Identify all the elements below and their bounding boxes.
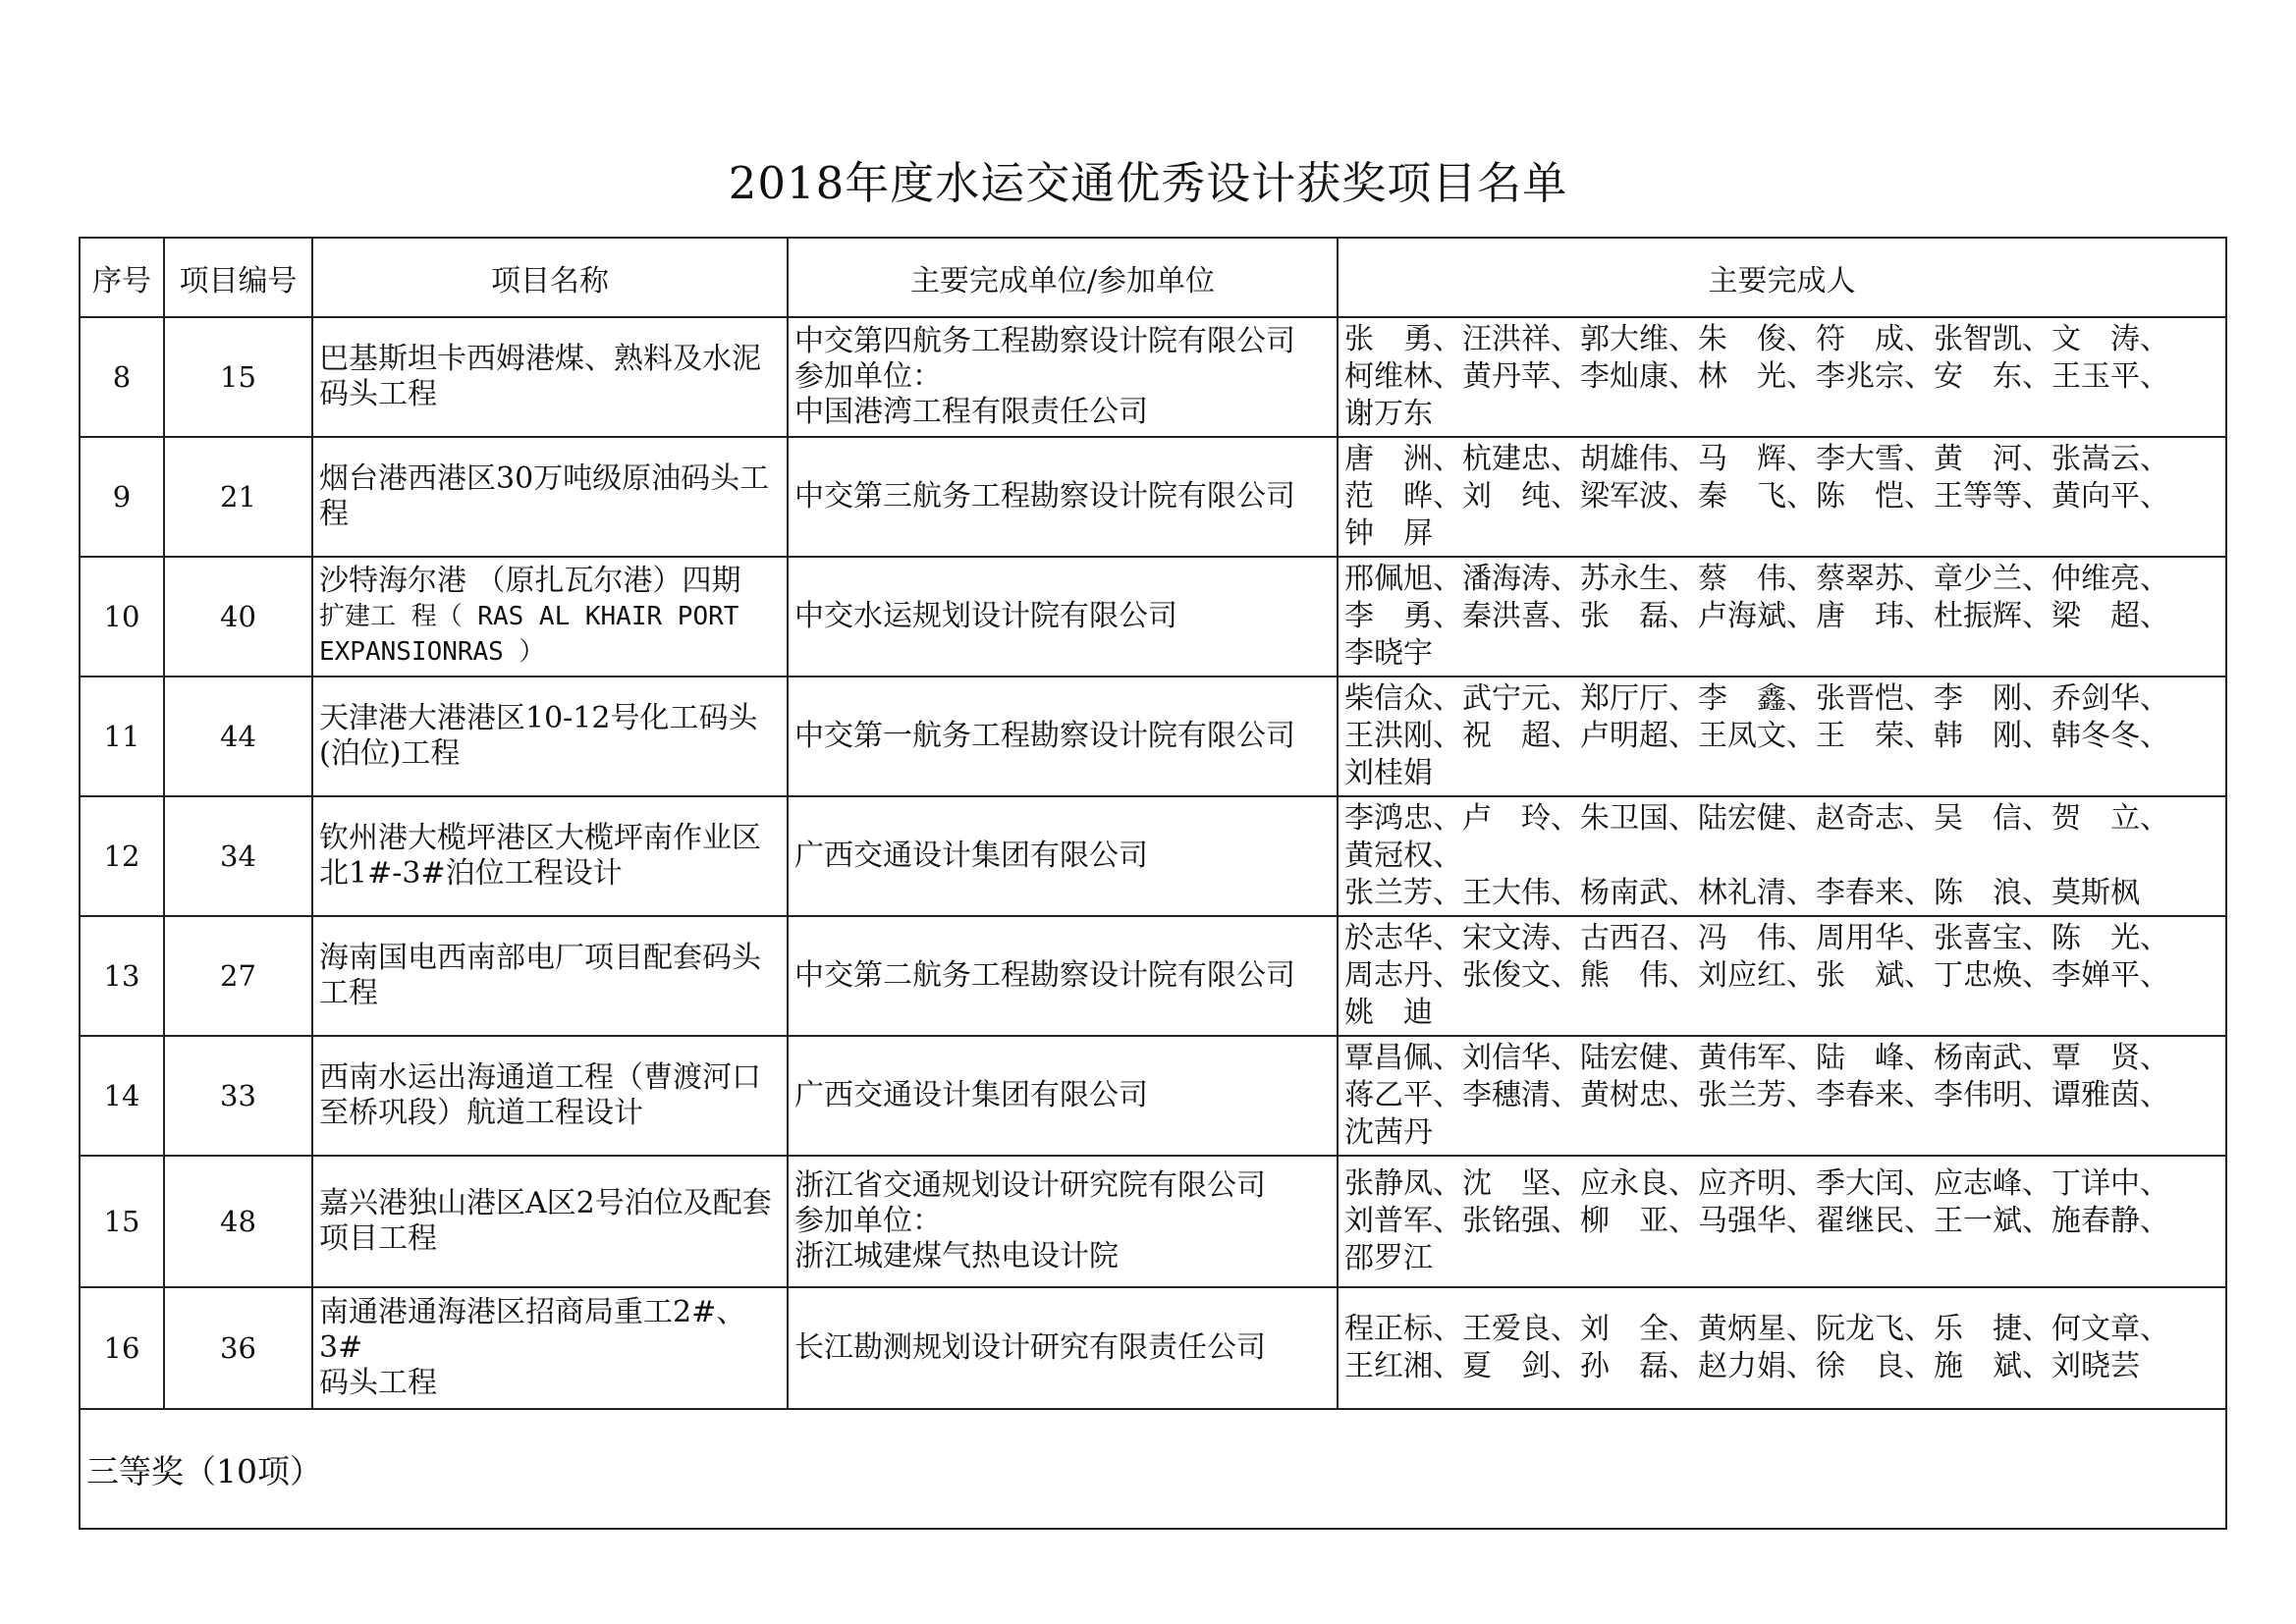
cell-project-name [312,916,788,1036]
project-name-line: 海南国电西南部电厂项目配套码头 [319,941,761,975]
project-name-line: 北1#-3#泊位工程设计 [319,856,623,891]
project-name-line: 码头工程 [319,377,437,411]
cell-code: 27 [164,916,312,1036]
cell-code: 36 [164,1287,312,1409]
cell-seq: 10 [80,557,164,677]
project-name-line: 西南水运出海通道工程（曹渡河口 [319,1060,761,1095]
cell-project-name [312,1036,788,1156]
project-name-line: 南通港通海港区招商局重工2#、3# [319,1295,746,1365]
cell-project-name [312,1287,788,1409]
people-line: 黄冠权、 [1344,839,1462,873]
cell-unit [788,557,1338,677]
cell-project-name [312,317,788,437]
people-line: 张兰芳、王大伟、杨南武、林礼清、李春来、陈 浪、莫斯枫 [1344,876,2140,910]
unit-line: 广西交通设计集团有限公司 [794,839,1148,873]
awards-table [79,237,2227,1530]
cell-code: 34 [164,796,312,916]
cell-project-name [312,796,788,916]
cell-people [1338,796,2226,916]
header-seq: 序号 [80,238,164,317]
cell-people [1338,437,2226,557]
cell-seq: 8 [80,317,164,437]
cell-unit [788,437,1338,557]
page-title: 2018年度水运交通优秀设计获奖项目名单 [728,157,1568,209]
cell-seq: 15 [80,1156,164,1287]
people-line: 李晓宇 [1344,636,1433,671]
unit-line: 浙江省交通规划设计研究院有限公司 [794,1168,1266,1203]
project-name-line: 沙特海尔港 （原扎瓦尔港）四期 [319,564,741,598]
cell-unit [788,1287,1338,1409]
people-line: 李 勇、秦洪喜、张 磊、卢海斌、唐 玮、杜振辉、梁 超、 [1344,599,2169,633]
unit-line: 长江勘测规划设计研究有限责任公司 [794,1330,1266,1365]
people-line: 范 晔、刘 纯、梁军波、秦 飞、陈 恺、王等等、黄向平、 [1344,479,2169,514]
cell-people [1338,916,2226,1036]
cell-code: 33 [164,1036,312,1156]
project-name-line: 程 [319,497,349,531]
unit-line: 中交水运规划设计院有限公司 [794,599,1177,633]
header-people: 主要完成人 [1338,238,2226,317]
people-line: 王红湘、夏 剑、孙 磊、赵力娟、徐 良、施 斌、刘晓芸 [1344,1349,2140,1383]
project-name-line: (泊位)工程 [319,736,461,771]
cell-code: 44 [164,677,312,796]
cell-people [1338,1287,2226,1409]
project-name-line: 天津港大港港区10-12号化工码头 [319,701,758,735]
people-line: 唐 洲、杭建忠、胡雄伟、马 辉、李大雪、黄 河、张嵩云、 [1344,442,2169,476]
cell-code: 15 [164,317,312,437]
table-header-row [80,238,2226,317]
people-line: 柴信众、武宁元、郑厅厅、李 鑫、张晋恺、李 刚、乔剑华、 [1344,681,2169,716]
people-line: 王洪刚、祝 超、卢明超、王凤文、王 荣、韩 刚、韩冬冬、 [1344,719,2169,753]
project-name-line: 至桥巩段）航道工程设计 [319,1096,643,1130]
project-name-line: 钦州港大榄坪港区大榄坪南作业区 [319,821,761,855]
people-line: 姚 迪 [1344,996,1433,1030]
table-row [80,916,2226,1036]
project-name-line: 项目工程 [319,1221,437,1256]
people-line: 於志华、宋文涛、古西召、冯 伟、周用华、张喜宝、陈 光、 [1344,921,2169,955]
project-name-line: 码头工程 [319,1366,437,1400]
project-name-line: 扩建工 程（ RAS AL KHAIR PORT [319,602,739,631]
unit-line: 中交第三航务工程勘察设计院有限公司 [794,479,1295,514]
cell-people [1338,1156,2226,1287]
section-title: 三等奖（10项） [80,1409,2226,1529]
table-row [80,557,2226,677]
people-line: 沈茜丹 [1344,1115,1433,1150]
cell-unit [788,1156,1338,1287]
header-unit: 主要完成单位/参加单位 [788,238,1338,317]
unit-line: 参加单位： [794,359,942,394]
people-line: 程正标、王爱良、刘 全、黄炳星、阮龙飞、乐 捷、何文章、 [1344,1312,2169,1346]
people-line: 张 勇、汪洪祥、郭大维、朱 俊、符 成、张智凯、文 涛、 [1344,322,2169,356]
table-row [80,677,2226,796]
cell-unit [788,1036,1338,1156]
people-line: 邢佩旭、潘海涛、苏永生、蔡 伟、蔡翠苏、章少兰、仲维亮、 [1344,562,2169,596]
table-row [80,1036,2226,1156]
cell-code: 21 [164,437,312,557]
cell-project-name [312,557,788,677]
people-line: 柯维林、黄丹苹、李灿康、林 光、李兆宗、安 东、王玉平、 [1344,359,2169,394]
cell-unit [788,796,1338,916]
header-name: 项目名称 [312,238,788,317]
table-row [80,317,2226,437]
cell-seq: 11 [80,677,164,796]
cell-people [1338,1036,2226,1156]
cell-unit [788,916,1338,1036]
project-name-line: 烟台港西港区30万吨级原油码头工 [319,461,770,496]
people-line: 邵罗江 [1344,1241,1433,1275]
unit-line: 中国港湾工程有限责任公司 [794,395,1148,429]
people-line: 刘桂娟 [1344,756,1433,790]
project-name-line: 工程 [319,976,378,1010]
people-line: 覃昌佩、刘信华、陆宏健、黄伟军、陆 峰、杨南武、覃 贤、 [1344,1041,2169,1075]
table-row [80,437,2226,557]
project-name-line: 巴基斯坦卡西姆港煤、熟料及水泥 [319,342,761,376]
people-line: 李鸿忠、卢 玲、朱卫国、陆宏健、赵奇志、吴 信、贺 立、 [1344,801,2169,836]
cell-seq: 16 [80,1287,164,1409]
people-line: 钟 屏 [1344,516,1433,551]
table-row [80,1287,2226,1409]
unit-line: 浙江城建煤气热电设计院 [794,1239,1119,1273]
people-line: 张静凤、沈 坚、应永良、应齐明、季大闰、应志峰、丁详中、 [1344,1166,2169,1201]
cell-people [1338,317,2226,437]
unit-line: 中交第四航务工程勘察设计院有限公司 [794,324,1295,358]
table-row [80,1156,2226,1287]
header-code: 项目编号 [164,238,312,317]
unit-line: 中交第一航务工程勘察设计院有限公司 [794,719,1295,753]
people-line: 刘普军、张铭强、柳 亚、马强华、翟继民、王一斌、施春静、 [1344,1204,2169,1238]
unit-line: 参加单位： [794,1204,942,1238]
project-name-line: 嘉兴港独山港区A区2号泊位及配套 [319,1186,772,1220]
cell-seq: 12 [80,796,164,916]
cell-people [1338,677,2226,796]
cell-unit [788,677,1338,796]
cell-code: 48 [164,1156,312,1287]
cell-project-name [312,437,788,557]
cell-seq: 9 [80,437,164,557]
project-name-line: EXPANSIONRAS ） [319,637,545,667]
cell-unit [788,317,1338,437]
table-row [80,796,2226,916]
people-line: 蒋乙平、李穗清、黄树忠、张兰芳、李春来、李伟明、谭雅茵、 [1344,1078,2169,1112]
cell-seq: 13 [80,916,164,1036]
unit-line: 广西交通设计集团有限公司 [794,1078,1148,1112]
unit-line: 中交第二航务工程勘察设计院有限公司 [794,958,1295,993]
people-line: 周志丹、张俊文、熊 伟、刘应红、张 斌、丁忠焕、李婵平、 [1344,958,2169,993]
cell-people [1338,557,2226,677]
section-row [80,1409,2226,1529]
cell-project-name [312,1156,788,1287]
cell-seq: 14 [80,1036,164,1156]
people-line: 谢万东 [1344,397,1433,431]
cell-project-name [312,677,788,796]
cell-code: 40 [164,557,312,677]
